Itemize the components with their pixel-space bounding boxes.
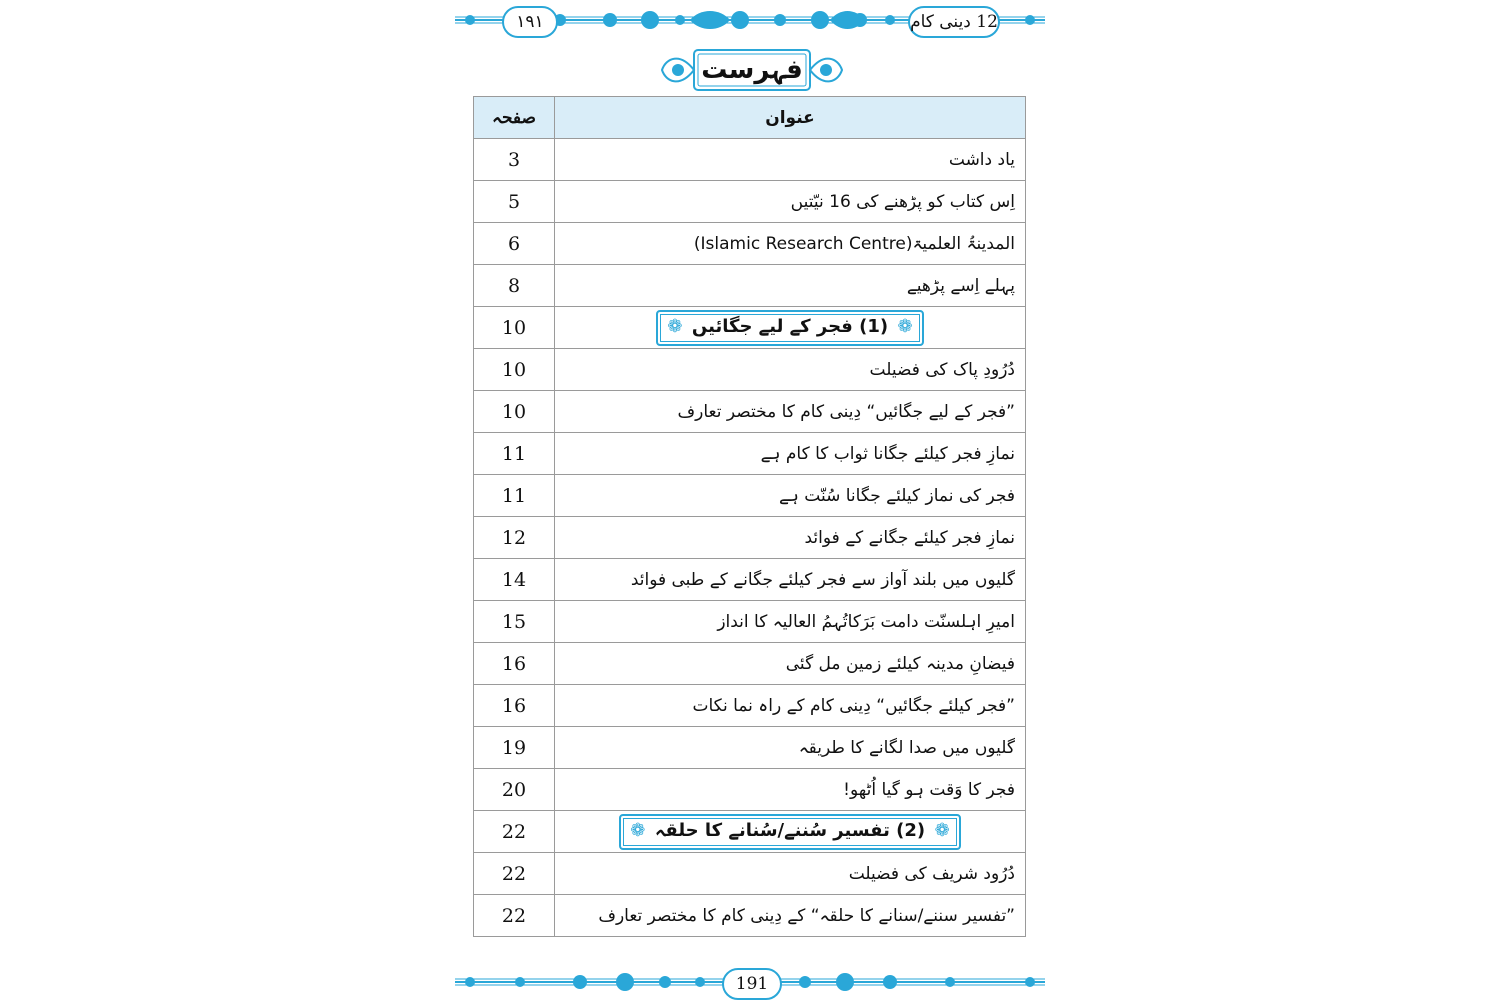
page-number-cell: 3 <box>474 139 555 181</box>
page-title-frame <box>658 48 846 92</box>
entry-title-cell: دُرُودِ پاک کی فضیلت <box>555 349 1026 391</box>
entry-title-cell: پہلے اِسے پڑھیے <box>555 265 1026 307</box>
page-number-cell: 8 <box>474 265 555 307</box>
page-number-cell: 16 <box>474 643 555 685</box>
table-row <box>474 475 1026 517</box>
flower-icon: ❁ <box>934 819 950 841</box>
footer-page-number: 191 <box>722 968 782 1000</box>
section-title-cell <box>555 811 1026 853</box>
table-row <box>474 181 1026 223</box>
section-title: (2) تفسیر سُننے/سُنانے کا حلقہ <box>654 819 926 841</box>
entry-title-cell: ”تفسیر سننے/سنانے کا حلقہ“ کے دِینی کام کا مختصر تعارف <box>555 895 1026 937</box>
page-number-cell: 19 <box>474 727 555 769</box>
table-row <box>474 433 1026 475</box>
table-row <box>474 853 1026 895</box>
page-number-cell: 22 <box>474 853 555 895</box>
entry-title-cell: یاد داشت <box>555 139 1026 181</box>
entry-title-cell: نمازِ فجر کیلئے جگانے کے فوائد <box>555 517 1026 559</box>
page-number-cell: 16 <box>474 685 555 727</box>
entry-title-cell: ”فجر کیلئے جگائیں“ دِینی کام کے راہ نما نکات <box>555 685 1026 727</box>
entry-title-cell: اِس کتاب کو پڑھنے کی 16 نیّتیں <box>555 181 1026 223</box>
page-column-header: صفحہ <box>474 97 555 139</box>
table-row <box>474 223 1026 265</box>
table-row <box>474 391 1026 433</box>
header-page-number: ١٩١ <box>502 6 558 38</box>
entry-title-cell: دُرُود شریف کی فضیلت <box>555 853 1026 895</box>
flower-icon: ❁ <box>667 315 683 337</box>
entry-title-cell: المدینۃُ العلمیۃ(Islamic Research Centre) <box>555 223 1026 265</box>
entry-title-cell: گلیوں میں بلند آواز سے فجر کیلئے جگانے کے طبی فوائد <box>555 559 1026 601</box>
page-number-cell: 14 <box>474 559 555 601</box>
table-row <box>474 643 1026 685</box>
section-banner <box>656 310 924 346</box>
section-row <box>474 811 1026 853</box>
table-row <box>474 139 1026 181</box>
entry-title-cell: فیضانِ مدینہ کیلئے زمین مل گئی <box>555 643 1026 685</box>
page-number-cell: 11 <box>474 475 555 517</box>
table-row <box>474 727 1026 769</box>
table-row <box>474 601 1026 643</box>
entry-title-cell: امیرِ اہلسنّت دامت بَرَکاتُہمُ العالیہ کا انداز <box>555 601 1026 643</box>
table-row <box>474 685 1026 727</box>
entry-title-cell: نمازِ فجر کیلئے جگانا ثواب کا کام ہے <box>555 433 1026 475</box>
contents-table <box>473 96 1026 937</box>
page-number-cell: 22 <box>474 811 555 853</box>
flower-icon: ❁ <box>630 819 646 841</box>
page-number-cell: 10 <box>474 349 555 391</box>
table-row <box>474 895 1026 937</box>
flower-icon: ❁ <box>897 315 913 337</box>
page-number-cell: 22 <box>474 895 555 937</box>
entry-title-cell: گلیوں میں صدا لگانے کا طریقہ <box>555 727 1026 769</box>
table-row <box>474 769 1026 811</box>
header-book-title: 12 دینی کام <box>908 6 1000 38</box>
section-banner <box>619 814 961 850</box>
section-title-cell <box>555 307 1026 349</box>
table-row <box>474 349 1026 391</box>
page-number-cell: 11 <box>474 433 555 475</box>
contents-body <box>474 139 1026 937</box>
section-row <box>474 307 1026 349</box>
table-row <box>474 265 1026 307</box>
page-number-cell: 5 <box>474 181 555 223</box>
title-column-header: عنوان <box>555 97 1026 139</box>
page-number-cell: 20 <box>474 769 555 811</box>
table-row <box>474 559 1026 601</box>
table-row <box>474 517 1026 559</box>
page-number-cell: 10 <box>474 391 555 433</box>
page-title: فہرست <box>701 55 803 85</box>
entry-title-cell: ”فجر کے لیے جگائیں“ دِینی کام کا مختصر تعارف <box>555 391 1026 433</box>
page-number-cell: 15 <box>474 601 555 643</box>
page-number-cell: 10 <box>474 307 555 349</box>
entry-title-cell: فجر کی نماز کیلئے جگانا سُنّت ہے <box>555 475 1026 517</box>
entry-title-cell: فجر کا وَقت ہو گیا اُٹھو! <box>555 769 1026 811</box>
page-number-cell: 6 <box>474 223 555 265</box>
table-header-row <box>474 97 1026 139</box>
section-title: (1) فجر کے لیے جگائیں <box>691 315 889 337</box>
page-number-cell: 12 <box>474 517 555 559</box>
